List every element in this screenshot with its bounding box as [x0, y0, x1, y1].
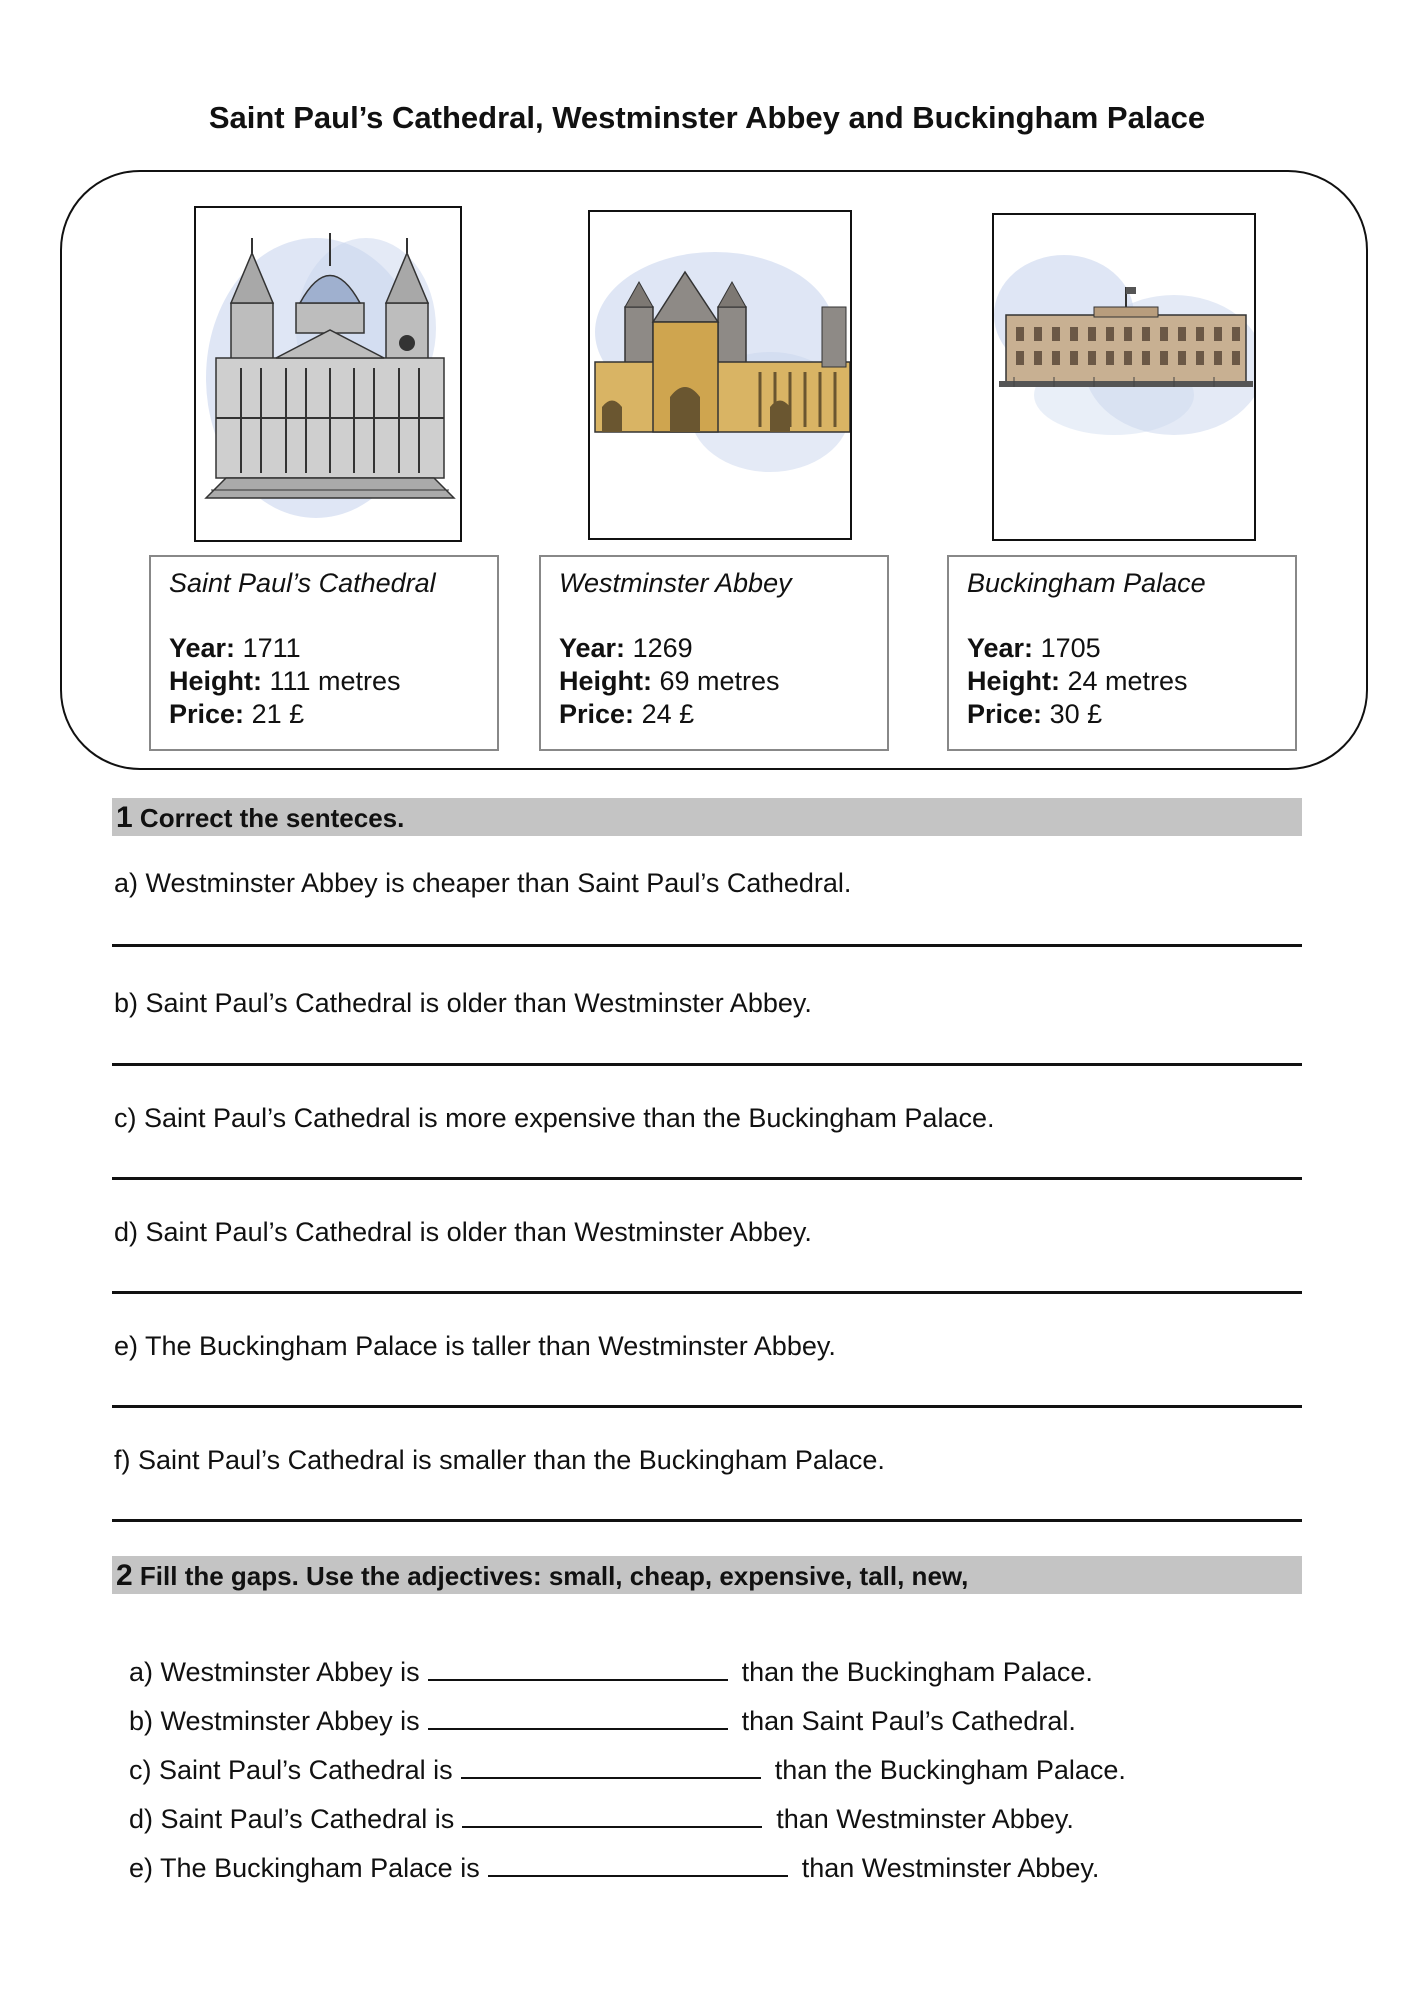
card-year: Year: 1711 [169, 633, 301, 663]
cathedral-picture [194, 206, 462, 542]
gap-item-e: e) The Buckingham Palace is than Westminster Abbey. [129, 1853, 1100, 1883]
card-name: Buckingham Palace [967, 568, 1206, 598]
gap-item-c: c) Saint Paul’s Cathedral is than the Buckingham Palace. [129, 1755, 1126, 1785]
gap-blank[interactable] [488, 1853, 788, 1877]
card-name: Westminster Abbey [559, 568, 792, 598]
gap-item-b: b) Westminster Abbey is than Saint Paul’s Cathedral. [129, 1706, 1076, 1736]
answer-line-a[interactable] [112, 944, 1302, 947]
card-year: Year: 1705 [967, 633, 1101, 663]
card-price: Price: 24 £ [559, 699, 695, 729]
answer-line-d[interactable] [112, 1291, 1302, 1294]
palace-picture [992, 213, 1256, 541]
info-card-palace [947, 555, 1297, 751]
page-title: Saint Paul’s Cathedral, Westminster Abbey and Buckingham Palace [208, 100, 1206, 135]
answer-line-e[interactable] [112, 1405, 1302, 1408]
card-height: Height: 69 metres [559, 666, 780, 696]
sentence-c: c) Saint Paul’s Cathedral is more expensive than the Buckingham Palace. [114, 1103, 995, 1133]
sentence-d: d) Saint Paul’s Cathedral is older than Westminster Abbey. [114, 1217, 812, 1247]
answer-line-b[interactable] [112, 1063, 1302, 1066]
answer-line-c[interactable] [112, 1177, 1302, 1180]
sentence-a: a) Westminster Abbey is cheaper than Saint Paul’s Cathedral. [114, 868, 852, 898]
sentence-b: b) Saint Paul’s Cathedral is older than Westminster Abbey. [114, 988, 812, 1018]
gap-item-d: d) Saint Paul’s Cathedral is than Westminster Abbey. [129, 1804, 1074, 1834]
gap-item-a: a) Westminster Abbey is than the Buckingham Palace. [129, 1657, 1093, 1687]
card-height: Height: 111 metres [169, 666, 401, 696]
abbey-picture [588, 210, 852, 540]
card-year: Year: 1269 [559, 633, 693, 663]
sentence-e: e) The Buckingham Palace is taller than Westminster Abbey. [114, 1331, 836, 1361]
info-card-cathedral [149, 555, 499, 751]
info-card-abbey [539, 555, 889, 751]
card-price: Price: 30 £ [967, 699, 1103, 729]
section2-heading: 2 Fill the gaps. Use the adjectives: small, cheap, expensive, tall, new, [112, 1556, 1302, 1594]
card-price: Price: 21 £ [169, 699, 305, 729]
section1-heading: 1 Correct the senteces. [112, 798, 1302, 836]
card-height: Height: 24 metres [967, 666, 1188, 696]
sentence-f: f) Saint Paul’s Cathedral is smaller than the Buckingham Palace. [114, 1445, 885, 1475]
answer-line-f[interactable] [112, 1519, 1302, 1522]
card-name: Saint Paul’s Cathedral [169, 568, 436, 598]
